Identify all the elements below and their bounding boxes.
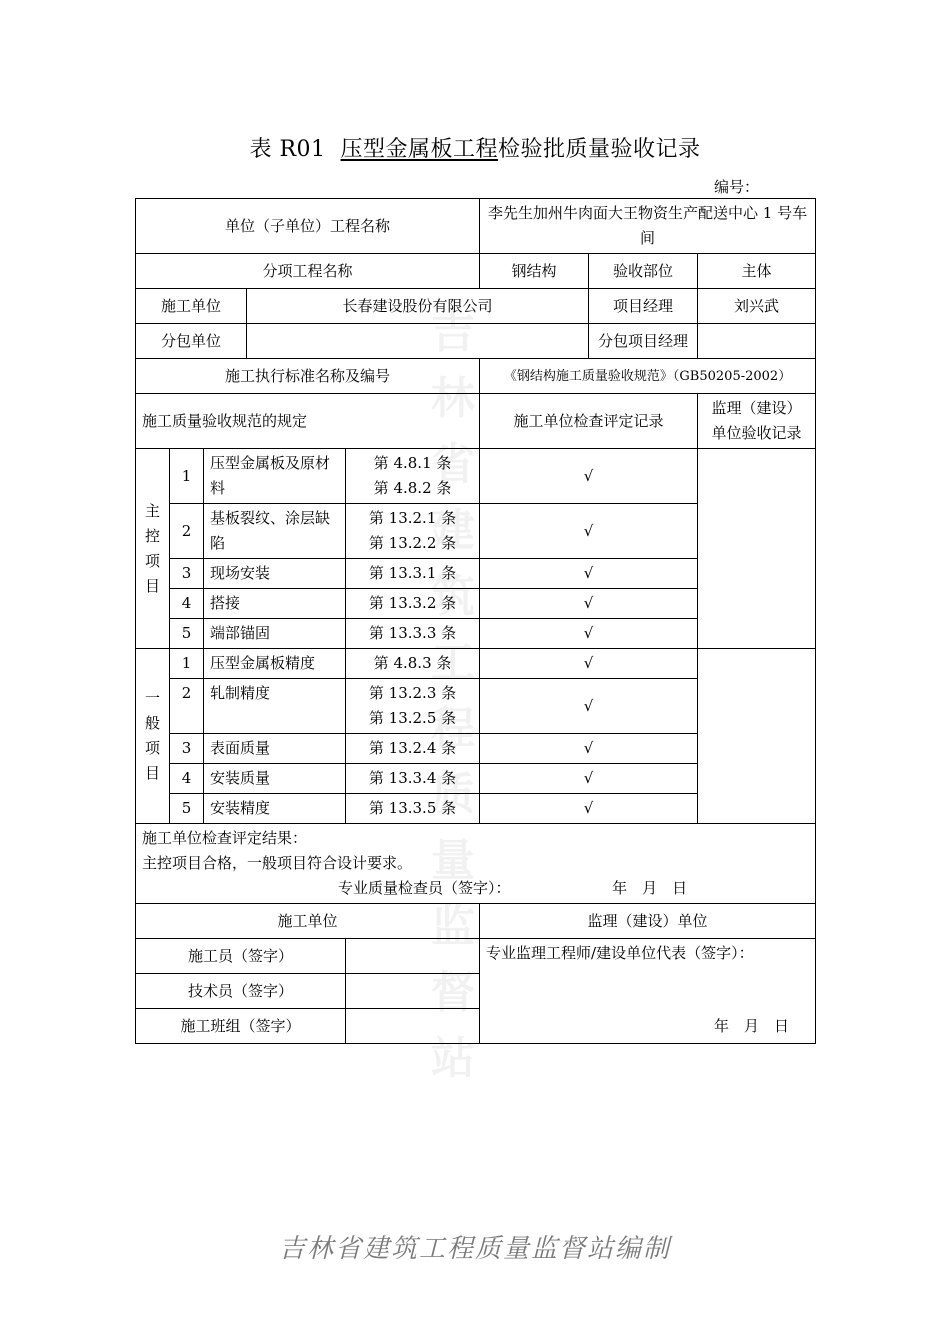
accept-part-label: 验收部位 xyxy=(589,254,698,289)
team-signature-label: 施工班组（签字） xyxy=(136,1009,346,1044)
title-underlined: 压型金属板工程 xyxy=(340,137,499,162)
check-mark: √ xyxy=(480,559,698,589)
check-mark: √ xyxy=(480,649,698,679)
item-name: 现场安装 xyxy=(204,559,346,589)
background-watermark: 吉 林 省 建 筑 工 程 质 量 监 督 站 xyxy=(431,307,475,1084)
check-mark: √ xyxy=(480,679,698,734)
table-row-number: 3 xyxy=(170,559,204,589)
title-prefix: 表 R01 xyxy=(249,137,326,162)
worker-signature-field[interactable] xyxy=(346,939,480,974)
check-mark: √ xyxy=(480,449,698,504)
sub-pm-value[interactable] xyxy=(698,324,816,359)
pm-value: 刘兴武 xyxy=(698,289,816,324)
supervise-column-header xyxy=(698,394,816,449)
worker-signature-label: 施工员（签字） xyxy=(136,939,346,974)
table-row-number: 5 xyxy=(170,619,204,649)
spec-column-header: 施工质量验收规范的规定 xyxy=(136,394,480,449)
item-name: 安装质量 xyxy=(204,764,346,794)
general-group-label: 一 般 项 目 xyxy=(136,649,170,824)
check-mark: √ xyxy=(480,619,698,649)
contractor-result-section xyxy=(136,824,816,904)
accept-part-value: 主体 xyxy=(698,254,816,289)
check-mark: √ xyxy=(480,734,698,764)
serial-number-label: 编号： xyxy=(714,178,760,196)
check-mark: √ xyxy=(480,764,698,794)
item-name: 轧制精度 xyxy=(204,679,346,734)
table-row-number: 1 xyxy=(170,649,204,679)
supervise-header-line2: 单位验收记录 xyxy=(711,424,802,442)
subitem-value: 钢结构 xyxy=(480,254,589,289)
standard-value: 《钢结构施工质量验收规范》（GB50205-2002） xyxy=(480,359,816,394)
item-name: 基板裂纹、涂层缺陷 xyxy=(204,504,346,559)
supervise-header-line1: 监理（建设） xyxy=(711,399,802,417)
result-text: 主控项目合格，一般项目符合设计要求。 xyxy=(142,854,413,872)
subcontractor-value[interactable] xyxy=(247,324,589,359)
signoff-contractor-heading: 施工单位 xyxy=(136,904,480,939)
item-clauses: 第 13.3.3 条 xyxy=(346,619,480,649)
item-clauses: 第 13.3.2 条 xyxy=(346,589,480,619)
item-clauses: 第 13.3.1 条 xyxy=(346,559,480,589)
supervisor-date: 年 月 日 xyxy=(714,1017,790,1035)
item-clauses: 第 13.3.5 条 xyxy=(346,794,480,824)
pm-label: 项目经理 xyxy=(589,289,698,324)
check-mark: √ xyxy=(480,589,698,619)
item-name: 压型金属板精度 xyxy=(204,649,346,679)
standard-label: 施工执行标准名称及编号 xyxy=(136,359,480,394)
table-row-number: 1 xyxy=(170,449,204,504)
item-clauses: 第 13.3.4 条 xyxy=(346,764,480,794)
inspector-signature-label: 专业质量检查员（签字）： xyxy=(338,879,511,897)
item-name: 搭接 xyxy=(204,589,346,619)
footer-signature: 吉林省建筑工程质量监督站编制 xyxy=(278,1234,671,1264)
item-clauses: 第 4.8.3 条 xyxy=(346,649,480,679)
table-row-number: 5 xyxy=(170,794,204,824)
inspection-record-table xyxy=(135,198,816,1044)
item-name: 压型金属板及原材料 xyxy=(204,449,346,504)
result-signature-line xyxy=(142,876,809,901)
table-row-number: 4 xyxy=(170,764,204,794)
supervisor-signature-label: 专业监理工程师/建设单位代表（签字）： xyxy=(486,944,754,962)
subcontractor-label: 分包单位 xyxy=(136,324,247,359)
item-name: 表面质量 xyxy=(204,734,346,764)
technician-signature-label: 技术员（签字） xyxy=(136,974,346,1009)
title-suffix: 检验批质量验收记录 xyxy=(498,137,701,162)
check-mark: √ xyxy=(480,504,698,559)
table-row-number: 2 xyxy=(170,504,204,559)
item-name: 端部锚固 xyxy=(204,619,346,649)
table-row-number: 4 xyxy=(170,589,204,619)
supervisor-signature-area[interactable] xyxy=(480,939,816,1044)
form-title xyxy=(0,132,950,163)
team-signature-field[interactable] xyxy=(346,1009,480,1044)
item-clauses: 第 13.2.3 条 第 13.2.5 条 xyxy=(346,679,480,734)
unit-project-value: 李先生加州牛肉面大王物资生产配送中心 1 号车间 xyxy=(480,199,816,254)
check-column-header: 施工单位检查评定记录 xyxy=(480,394,698,449)
sub-pm-label: 分包项目经理 xyxy=(589,324,698,359)
table-row-number: 2 xyxy=(170,679,204,734)
check-mark: √ xyxy=(480,794,698,824)
general-supervise-record[interactable] xyxy=(698,649,816,824)
table-row-number: 3 xyxy=(170,734,204,764)
subitem-label: 分项工程名称 xyxy=(136,254,480,289)
result-heading: 施工单位检查评定结果： xyxy=(142,829,308,847)
contractor-value: 长春建设股份有限公司 xyxy=(247,289,589,324)
main-supervise-record[interactable] xyxy=(698,449,816,649)
signoff-supervisor-heading: 监理（建设）单位 xyxy=(480,904,816,939)
result-date: 年 月 日 xyxy=(612,879,688,897)
item-clauses: 第 13.2.4 条 xyxy=(346,734,480,764)
item-clauses: 第 13.2.1 条 第 13.2.2 条 xyxy=(346,504,480,559)
unit-project-label: 单位（子单位）工程名称 xyxy=(136,199,480,254)
main-group-label: 主 控 项 目 xyxy=(136,449,170,649)
item-name: 安装精度 xyxy=(204,794,346,824)
contractor-label: 施工单位 xyxy=(136,289,247,324)
item-clauses: 第 4.8.1 条 第 4.8.2 条 xyxy=(346,449,480,504)
technician-signature-field[interactable] xyxy=(346,974,480,1009)
